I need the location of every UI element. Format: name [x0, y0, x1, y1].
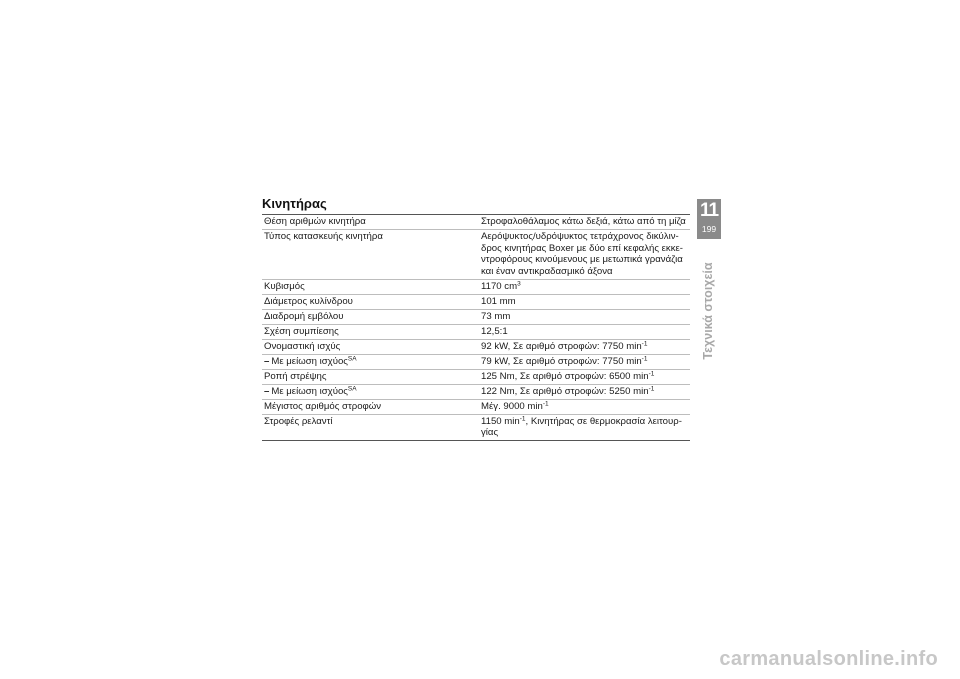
spec-label-text: Σχέση συμπίεσης	[264, 325, 339, 337]
sub-item-dash: –	[264, 385, 270, 397]
spec-label-text: Διάμετρος κυλίνδρου	[264, 295, 353, 307]
spec-value	[479, 385, 690, 399]
table-row	[262, 340, 690, 355]
chapter-tab[interactable]	[697, 199, 721, 239]
spec-label	[262, 340, 479, 354]
spec-value-text: 122 Nm, Σε αριθμό στροφών: 5250 min	[481, 385, 649, 397]
table-row	[262, 415, 690, 442]
spec-label	[262, 355, 479, 369]
spec-value	[479, 370, 690, 384]
spec-value-text: 1170 cm	[481, 280, 518, 292]
table-row	[262, 355, 690, 370]
spec-label	[262, 400, 479, 414]
table-row	[262, 215, 690, 230]
spec-value	[479, 325, 690, 339]
engine-spec-table	[262, 214, 690, 441]
table-row	[262, 295, 690, 310]
sub-item-dash: –	[264, 355, 270, 367]
spec-value	[479, 280, 690, 294]
spec-label-text: Μέγιστος αριθμός στροφών	[264, 400, 382, 412]
spec-value-text: Αερόψυκτος/υδρόψυκτος τετράχρονος δικύλιν-δρος κινητήρας Boxer με δύο επί κεφαλής εκκε-ντροφόρους κινούμενους με μετωπικά γρανάζια και έναν αντικραδασμικό άξονα	[481, 231, 683, 277]
unit-exponent: -1	[519, 415, 526, 422]
table-row	[262, 385, 690, 400]
option-marker: SA	[347, 385, 357, 392]
table-row	[262, 280, 690, 295]
spec-value	[479, 215, 690, 229]
spec-label-text: Στροφές ρελαντί	[264, 415, 333, 427]
spec-label-text: Τύπος κατασκευής κινητήρα	[264, 231, 383, 242]
spec-value	[479, 400, 690, 414]
spec-value	[479, 415, 690, 441]
spec-label	[262, 370, 479, 384]
spec-value-text: 73 mm	[481, 310, 511, 322]
table-row	[262, 230, 690, 280]
spec-value	[479, 295, 690, 309]
spec-label-text: Με μείωση ισχύος	[271, 355, 348, 367]
spec-value-text: 79 kW, Σε αριθμό στροφών: 7750 min	[481, 355, 642, 367]
spec-value	[479, 340, 690, 354]
table-row	[262, 310, 690, 325]
spec-label-text: Ροπή στρέψης	[264, 370, 327, 382]
page-number: 199	[701, 224, 717, 234]
spec-label-text: Θέση αριθμών κινητήρα	[264, 216, 366, 227]
table-row	[262, 325, 690, 340]
spec-label-text: Με μείωση ισχύος	[271, 385, 348, 397]
unit-exponent: -1	[542, 400, 549, 407]
spec-value	[479, 230, 690, 279]
unit-exponent: -1	[648, 370, 655, 377]
spec-label	[262, 385, 479, 399]
spec-label	[262, 215, 479, 229]
spec-value-text: Στροφαλοθάλαμος κάτω δεξιά, κάτω από τη μίζα	[481, 216, 686, 227]
table-row	[262, 370, 690, 385]
page-title: Κινητήρας	[262, 196, 327, 211]
chapter-side-title: Τεχνικά στοιχεία	[701, 262, 715, 360]
spec-label-text: Διαδρομή εμβόλου	[264, 310, 344, 322]
chapter-number: 11	[699, 200, 719, 221]
spec-value-note: , Κινητήρας σε θερμοκρασία λειτουρ-γίας	[481, 415, 682, 438]
watermark: carmanualsonline.info	[719, 648, 938, 670]
unit-exponent: -1	[648, 385, 655, 392]
unit-exponent: -1	[641, 355, 648, 362]
spec-label-text: Κυβισμός	[264, 280, 305, 292]
spec-value	[479, 310, 690, 324]
option-marker: SA	[347, 355, 357, 362]
spec-value-text: Μέγ. 9000 min	[481, 400, 543, 412]
table-row	[262, 400, 690, 415]
spec-label	[262, 295, 479, 309]
spec-value-text: 1150 min	[481, 415, 520, 427]
unit-exponent: -1	[641, 340, 648, 347]
spec-value-text: 12,5:1	[481, 325, 508, 337]
spec-value-text: 101 mm	[481, 295, 516, 307]
spec-label	[262, 310, 479, 324]
spec-label	[262, 280, 479, 294]
spec-label-text: Ονομαστική ισχύς	[264, 340, 341, 352]
unit-exponent: 3	[517, 280, 521, 287]
spec-value	[479, 355, 690, 369]
spec-value-text: 92 kW, Σε αριθμό στροφών: 7750 min	[481, 340, 642, 352]
spec-value-text: 125 Nm, Σε αριθμό στροφών: 6500 min	[481, 370, 649, 382]
spec-label	[262, 230, 479, 279]
spec-label	[262, 415, 479, 441]
spec-label	[262, 325, 479, 339]
